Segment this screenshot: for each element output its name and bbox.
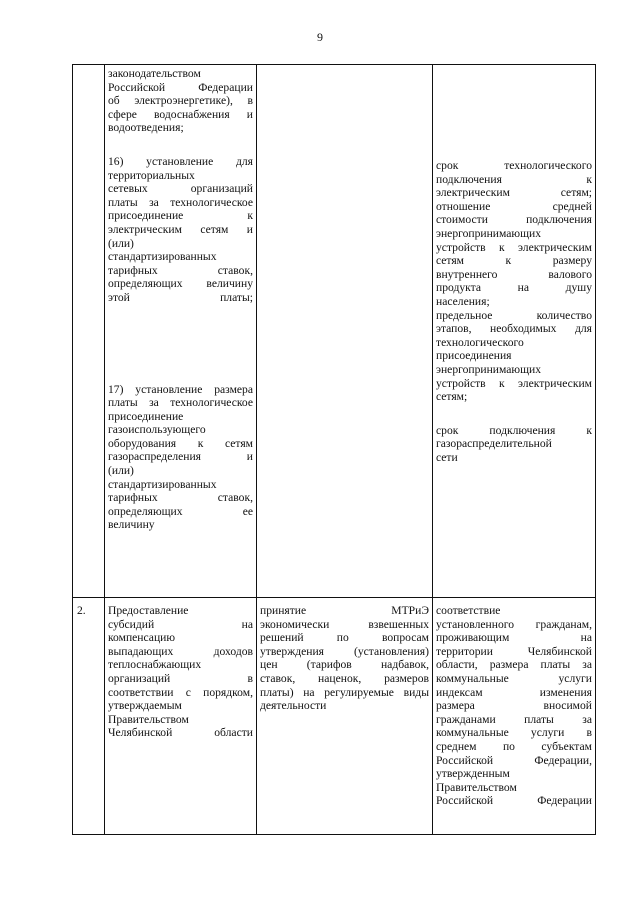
table-row <box>73 65 596 598</box>
result-text: принятие МТРиЭ экономически взвешенных решений по вопросам утверждения (установления) цен (тарифов надбавок, ставок, наценок, размеров платы) на регулируемые виды деятельности <box>260 604 429 713</box>
measure-16-text: 16) установление для территориальных сетевых организаций платы за технологическое присоединение к электрическим сетям и (или) стандартизированных тарифных ставок, определяющих величину этой платы; <box>108 154 253 304</box>
expected-results-cell <box>257 65 433 598</box>
row-number-cell <box>73 65 105 598</box>
measures-cell <box>105 65 257 598</box>
indicator-16-text: срок технологического подключения к электрическим сетям; отношение средней стоимости подключения энергопринимающих устройств к электрическим сетям к размеру внутреннего валового продукта на душу населения; предельное количество этапов, необходимых для технологического присоединения энергопринимающих устройств к электрическим сетям; <box>436 159 592 404</box>
measure-text: Предоставление субсидий на компенсацию выпадающих доходов теплоснабжающих организаций в соответствии с порядком, утверждаемым Правительством Челябинской области <box>108 604 253 740</box>
table-row <box>73 598 596 835</box>
indicator-text: соответствие установленного гражданам, проживающим на территории Челябинской области, размера платы за коммунальные услуги индексам изменения размера вносимой гражданами платы за коммунальные услуги в среднем по субъектам Российской Федерации, утвержденным Правительством Российской Федерации <box>436 604 592 808</box>
measures-cell <box>105 598 257 835</box>
measure-17-text: 17) установление размера платы за технологическое присоединение газоиспользующего оборудования к сетям газораспределения и (или) стандартизированных тарифных ставок, определяющих ее величину <box>108 382 253 532</box>
measure-text-continued: законодательством Российской Федерации об электроэнергетике), в сфере водоснабжения и водоотведения; <box>108 67 253 135</box>
indicators-table <box>72 64 596 835</box>
indicators-cell <box>433 598 596 835</box>
expected-results-cell <box>257 598 433 835</box>
row-number-cell: 2. <box>73 598 105 835</box>
indicator-17-text: срок подключения к газораспределительной сети <box>436 423 592 464</box>
indicators-cell <box>433 65 596 598</box>
page-number: 9 <box>317 30 323 44</box>
